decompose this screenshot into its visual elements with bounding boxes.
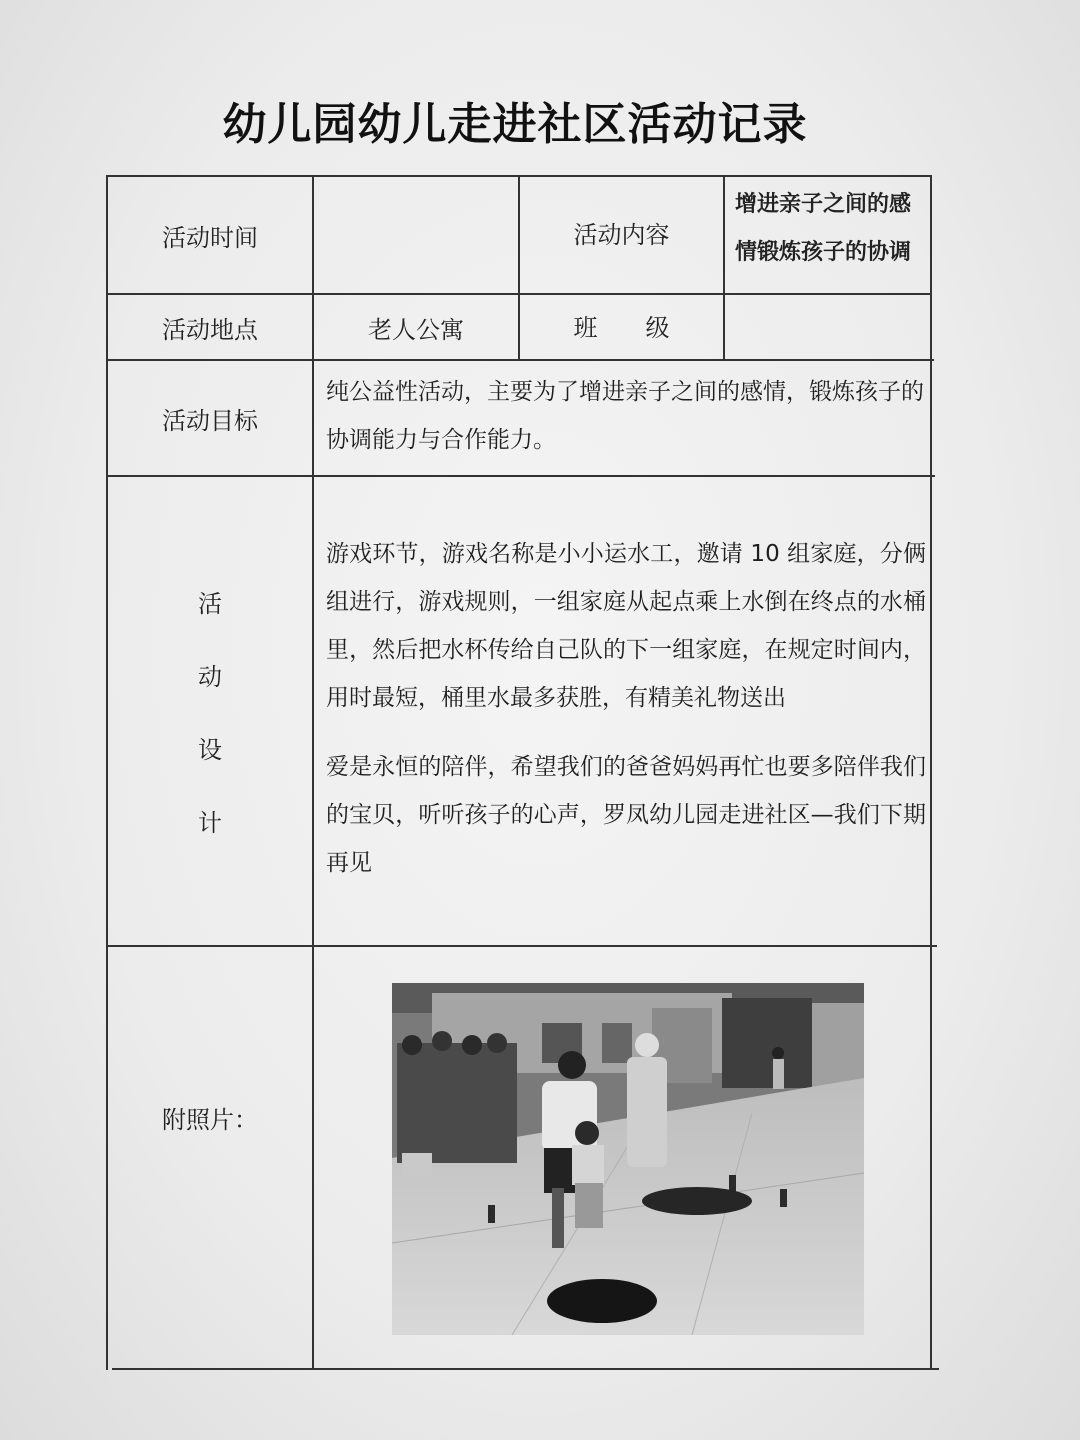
table-border-bottom [112,1368,939,1370]
activity-goal-label: 活动目标 [162,406,258,435]
activity-place-label: 活动地点 [162,315,258,344]
design-char-2: 动 [198,663,222,691]
activity-content-line-2: 情锻炼孩子的协调 [735,240,912,265]
activity-content-label: 活动内容 [573,220,670,249]
design-char-3: 设 [198,736,222,764]
class-value [725,295,930,359]
activity-design-paragraph-2: 爱是永恒的陪伴，希望我们的爸爸妈妈再忙也要多陪伴我们的宝贝，听听孩子的心声，罗凤幼儿园走进社区—我们下期再见 [326,754,926,876]
activity-place-value: 老人公寓 [368,315,464,344]
design-char-4: 计 [198,809,222,837]
activity-content-value [725,181,930,289]
activity-time-value [314,177,518,293]
activity-goal-text: 纯公益性活动，主要为了增进亲子之间的感情，锻炼孩子的协调能力与合作能力。 [326,379,924,453]
activity-design-paragraph-1: 游戏环节，游戏名称是小小运水工，邀请 10 组家庭，分俩组进行，游戏规则，一组家庭从起点乘上水倒在终点的水桶里，然后把水杯传给自己队的下一组家庭，在规定时间内，用时最短，桶里水最多获胜，有精美礼物送出 [326,541,926,711]
activity-design-label [108,477,312,945]
activity-content-line-1: 增进亲子之间的感 [735,192,912,217]
photo-label: 附照片： [162,1105,258,1134]
design-char-1: 活 [198,590,222,618]
activity-photo [392,983,864,1335]
activity-time-label: 活动时间 [162,223,258,252]
table-border-right [930,175,932,1370]
document-title: 幼儿园幼儿走进社区活动记录 [222,99,808,150]
class-label: 班 级 [573,313,670,342]
